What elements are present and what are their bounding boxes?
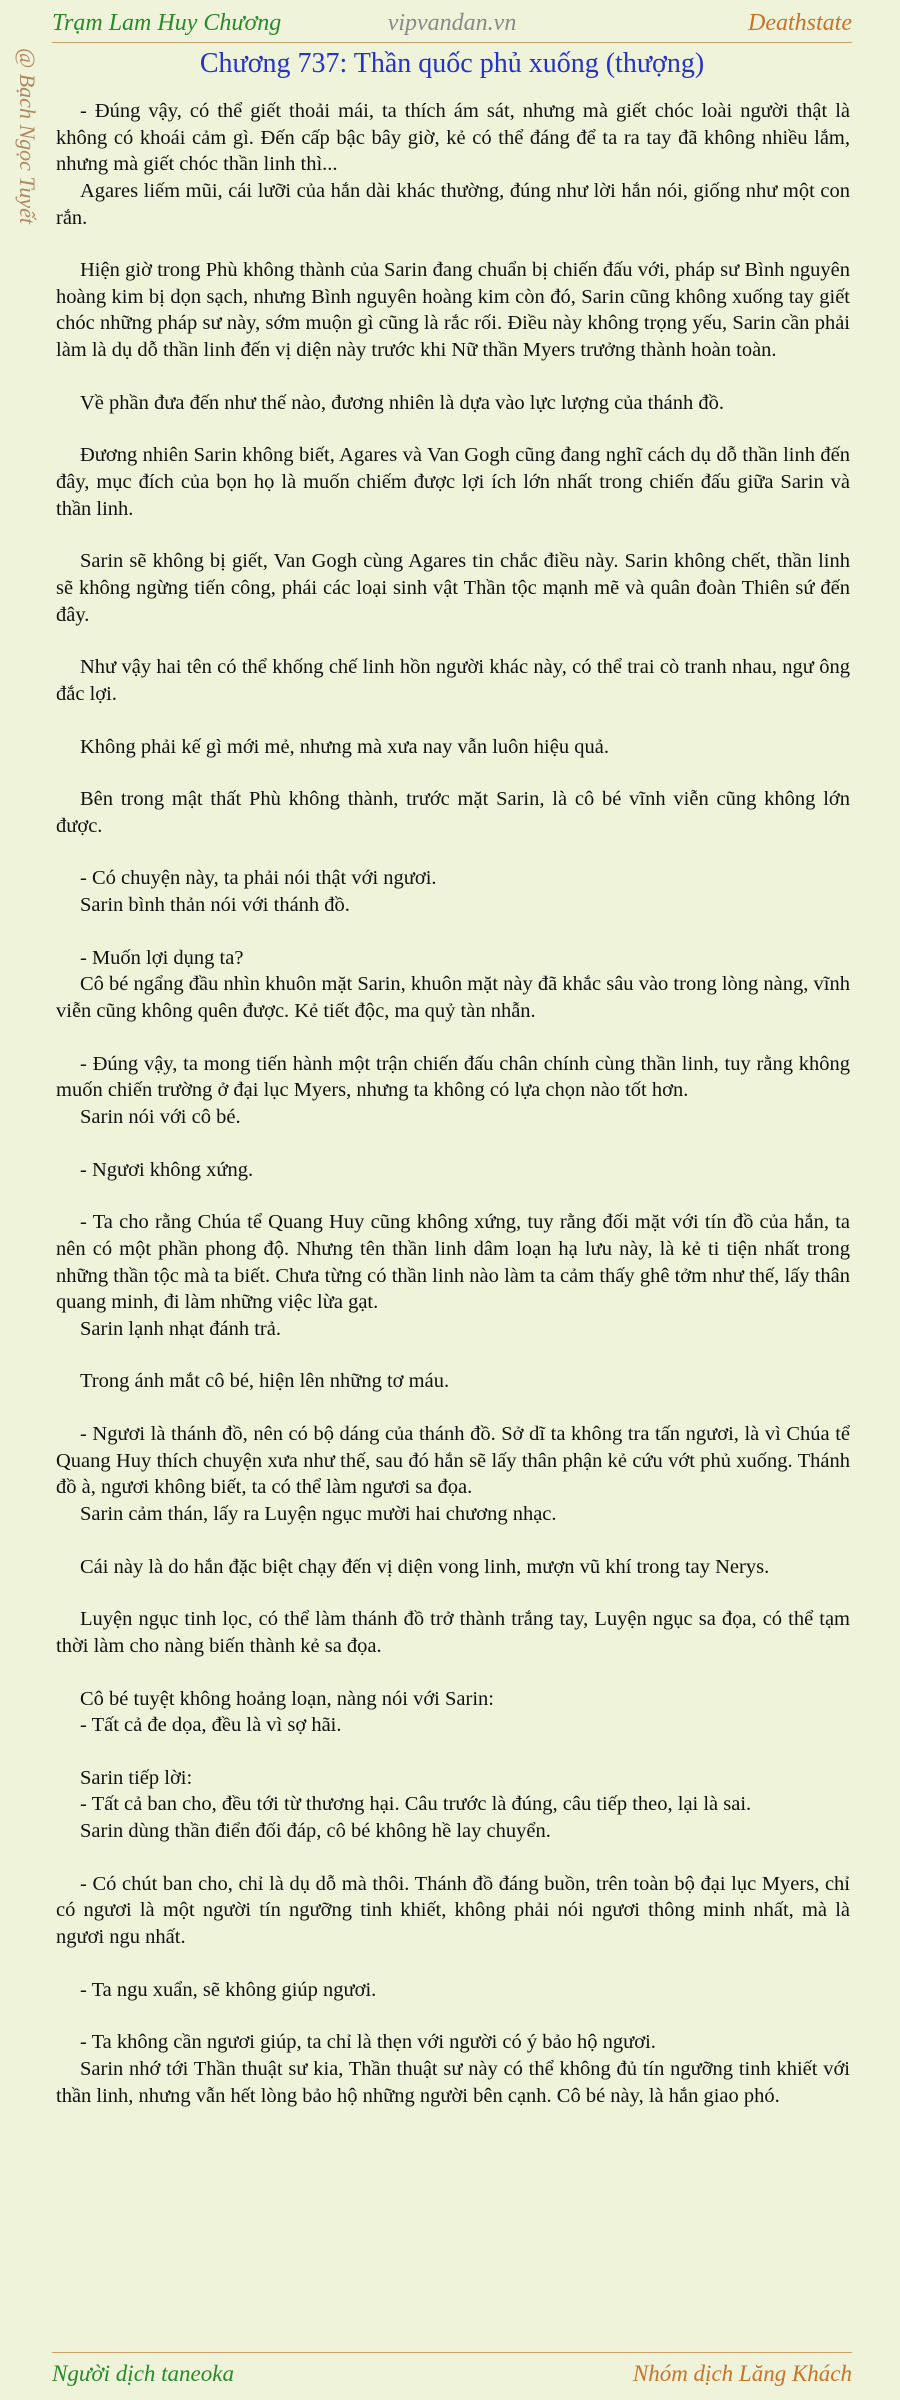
paragraph: Về phần đưa đến như thế nào, đương nhiên là dựa vào lực lượng của thánh đồ.	[80, 391, 724, 414]
paragraph: Sarin nói với cô bé.	[80, 1105, 241, 1128]
paragraph: Sarin lạnh nhạt đánh trả.	[80, 1317, 281, 1340]
page-header	[52, 8, 852, 43]
paragraph: Đương nhiên Sarin không biết, Agares và Van Gogh cũng đang nghĩ cách dụ dỗ thần linh đến đây, mục đích của bọn họ là muốn chiếm được lợi ích lớn nhất trong chiến đấu giữa Sarin và thần linh.	[56, 444, 850, 520]
paragraph: - Đúng vậy, có thể giết thoải mái, ta thích ám sát, nhưng mà giết chóc loài người thật là không có khoái cảm gì. Đến cấp bậc bây giờ, kẻ có thể đáng để ta ra tay đã không nhiều lắm, nhưng mà giết chóc thần linh thì...	[56, 100, 850, 176]
header-site-title: Trạm Lam Huy Chương	[52, 10, 282, 36]
paragraph: Sarin nhớ tới Thần thuật sư kia, Thần thuật sư này có thể không đủ tín ngưỡng tinh khiết với thần linh, nhưng vẫn hết lòng bảo hộ những người bên cạnh. Cô bé này, là hắn giao phó.	[56, 2057, 850, 2107]
header-author: Deathstate	[748, 10, 852, 36]
paragraph: - Ta ngu xuẩn, sẽ không giúp ngươi.	[80, 1978, 377, 2001]
paragraph: Cô bé ngẩng đầu nhìn khuôn mặt Sarin, khuôn mặt này đã khắc sâu vào trong lòng nàng, vĩnh viễn cũng không quên được. Kẻ tiết độc, ma quỷ tàn nhẫn.	[56, 973, 850, 1023]
paragraph: - Ta cho rằng Chúa tể Quang Huy cũng không xứng, tuy rằng đối mặt với tín đồ của hắn, ta nên có một phần phong độ. Nhưng tên thần linh dâm loạn hạ lưu này, là kẻ ti tiện nhất trong những thần tộc mà ta biết. Chưa từng có thần linh nào làm ta cảm thấy ghê tởm như thế, lấy thân quang minh, đi làm những việc lừa gạt.	[56, 1211, 850, 1314]
paragraph: Sarin dùng thần điển đối đáp, cô bé không hề lay chuyển.	[80, 1820, 551, 1843]
paragraph: Trong ánh mắt cô bé, hiện lên những tơ máu.	[80, 1370, 450, 1393]
paragraph: Bên trong mật thất Phù không thành, trước mặt Sarin, là cô bé vĩnh viễn cũng không lớn được.	[56, 788, 850, 837]
paragraph: Luyện ngục tinh lọc, có thể làm thánh đồ trở thành trắng tay, Luyện ngục sa đọa, có thể tạm thời làm cho nàng biến thành kẻ sa đọa.	[56, 1608, 850, 1657]
chapter-content	[56, 98, 850, 2135]
footer-group: Nhóm dịch Lăng Khách	[632, 2361, 852, 2386]
page-footer	[52, 2352, 852, 2386]
chapter-title: Chương 737: Thần quốc phủ xuống (thượng)	[199, 48, 705, 79]
paragraph: Sarin tiếp lời:	[80, 1766, 193, 1789]
paragraph: - Ta không cần ngươi giúp, ta chỉ là thẹn với người có ý bảo hộ ngươi.	[80, 2031, 656, 2054]
paragraph: Không phải kế gì mới mẻ, nhưng mà xưa nay vẫn luôn hiệu quả.	[80, 735, 609, 758]
paragraph: - Tất cả đe dọa, đều là vì sợ hãi.	[80, 1714, 342, 1737]
paragraph: Hiện giờ trong Phù không thành của Sarin đang chuẩn bị chiến đấu với, pháp sư Bình nguyên hoàng kim bị dọn sạch, nhưng Bình nguyên hoàng kim còn đó, Sarin cũng không xuống tay giết chóc những pháp sư này, sớm muộn gì cũng là rắc rối. Điều này không trọng yếu, Sarin cần phải làm là dụ dỗ thần linh đến vị diện này trước khi Nữ thần Myers trưởng thành hoàn toàn.	[56, 259, 850, 362]
paragraph: - Có chút ban cho, chỉ là dụ dỗ mà thôi. Thánh đồ đáng buồn, trên toàn bộ đại lục Myers, chỉ có ngươi là một người tín ngưỡng tinh khiết, không phải nói ngươi thông minh nhất, mà là ngươi ngu nhất.	[56, 1872, 850, 1949]
footer-translator: Người dịch taneoka	[52, 2361, 234, 2386]
paragraph: Cái này là do hắn đặc biệt chạy đến vị diện vong linh, mượn vũ khí trong tay Nerys.	[80, 1555, 770, 1578]
side-watermark-text: @ Bạch Ngọc Tuyết	[15, 48, 40, 225]
paragraph: - Tất cả ban cho, đều tới từ thương hại. Câu trước là đúng, câu tiếp theo, lại là sai.	[80, 1793, 752, 1816]
paragraph: Như vậy hai tên có thể khống chế linh hồn người khác này, có thể trai cò tranh nhau, ngư ông đắc lợi.	[56, 656, 850, 705]
header-site-url: vipvandan.vn	[387, 10, 517, 36]
paragraph: - Đúng vậy, ta mong tiến hành một trận chiến đấu chân chính cùng thần linh, tuy rằng không muốn chiến trường ở đại lục Myers, nhưng ta không có lựa chọn nào tốt hơn.	[56, 1052, 850, 1102]
paragraph: Cô bé tuyệt không hoảng loạn, nàng nói với Sarin:	[80, 1687, 494, 1710]
side-watermark	[6, 48, 42, 268]
paragraph: Sarin cảm thán, lấy ra Luyện ngục mười hai chương nhạc.	[80, 1502, 557, 1525]
paragraph: - Có chuyện này, ta phải nói thật với ngươi.	[80, 867, 437, 890]
paragraph: - Muốn lợi dụng ta?	[80, 946, 244, 969]
paragraph: - Ngươi không xứng.	[80, 1158, 254, 1181]
paragraph: Sarin sẽ không bị giết, Van Gogh cùng Agares tin chắc điều này. Sarin không chết, thần linh sẽ không ngừng tiến công, phái các loại sinh vật Thần tộc mạnh mẽ và quân đoàn Thiên sứ đến đây.	[56, 550, 850, 626]
paragraph: - Ngươi là thánh đồ, nên có bộ dáng của thánh đồ. Sở dĩ ta không tra tấn ngươi, là vì Chúa tể Quang Huy thích chuyện xưa như thế, sau đó hắn sẽ lấy thân phận kẻ cứu vớt phủ xuống. Thánh đồ à, ngươi không biết, ta có thể làm ngươi sa đọa.	[56, 1423, 850, 1499]
paragraph: Sarin bình thản nói với thánh đồ.	[80, 894, 350, 917]
paragraph: Agares liếm mũi, cái lưỡi của hắn dài khác thường, đúng như lời hắn nói, giống như một con rắn.	[56, 179, 850, 229]
